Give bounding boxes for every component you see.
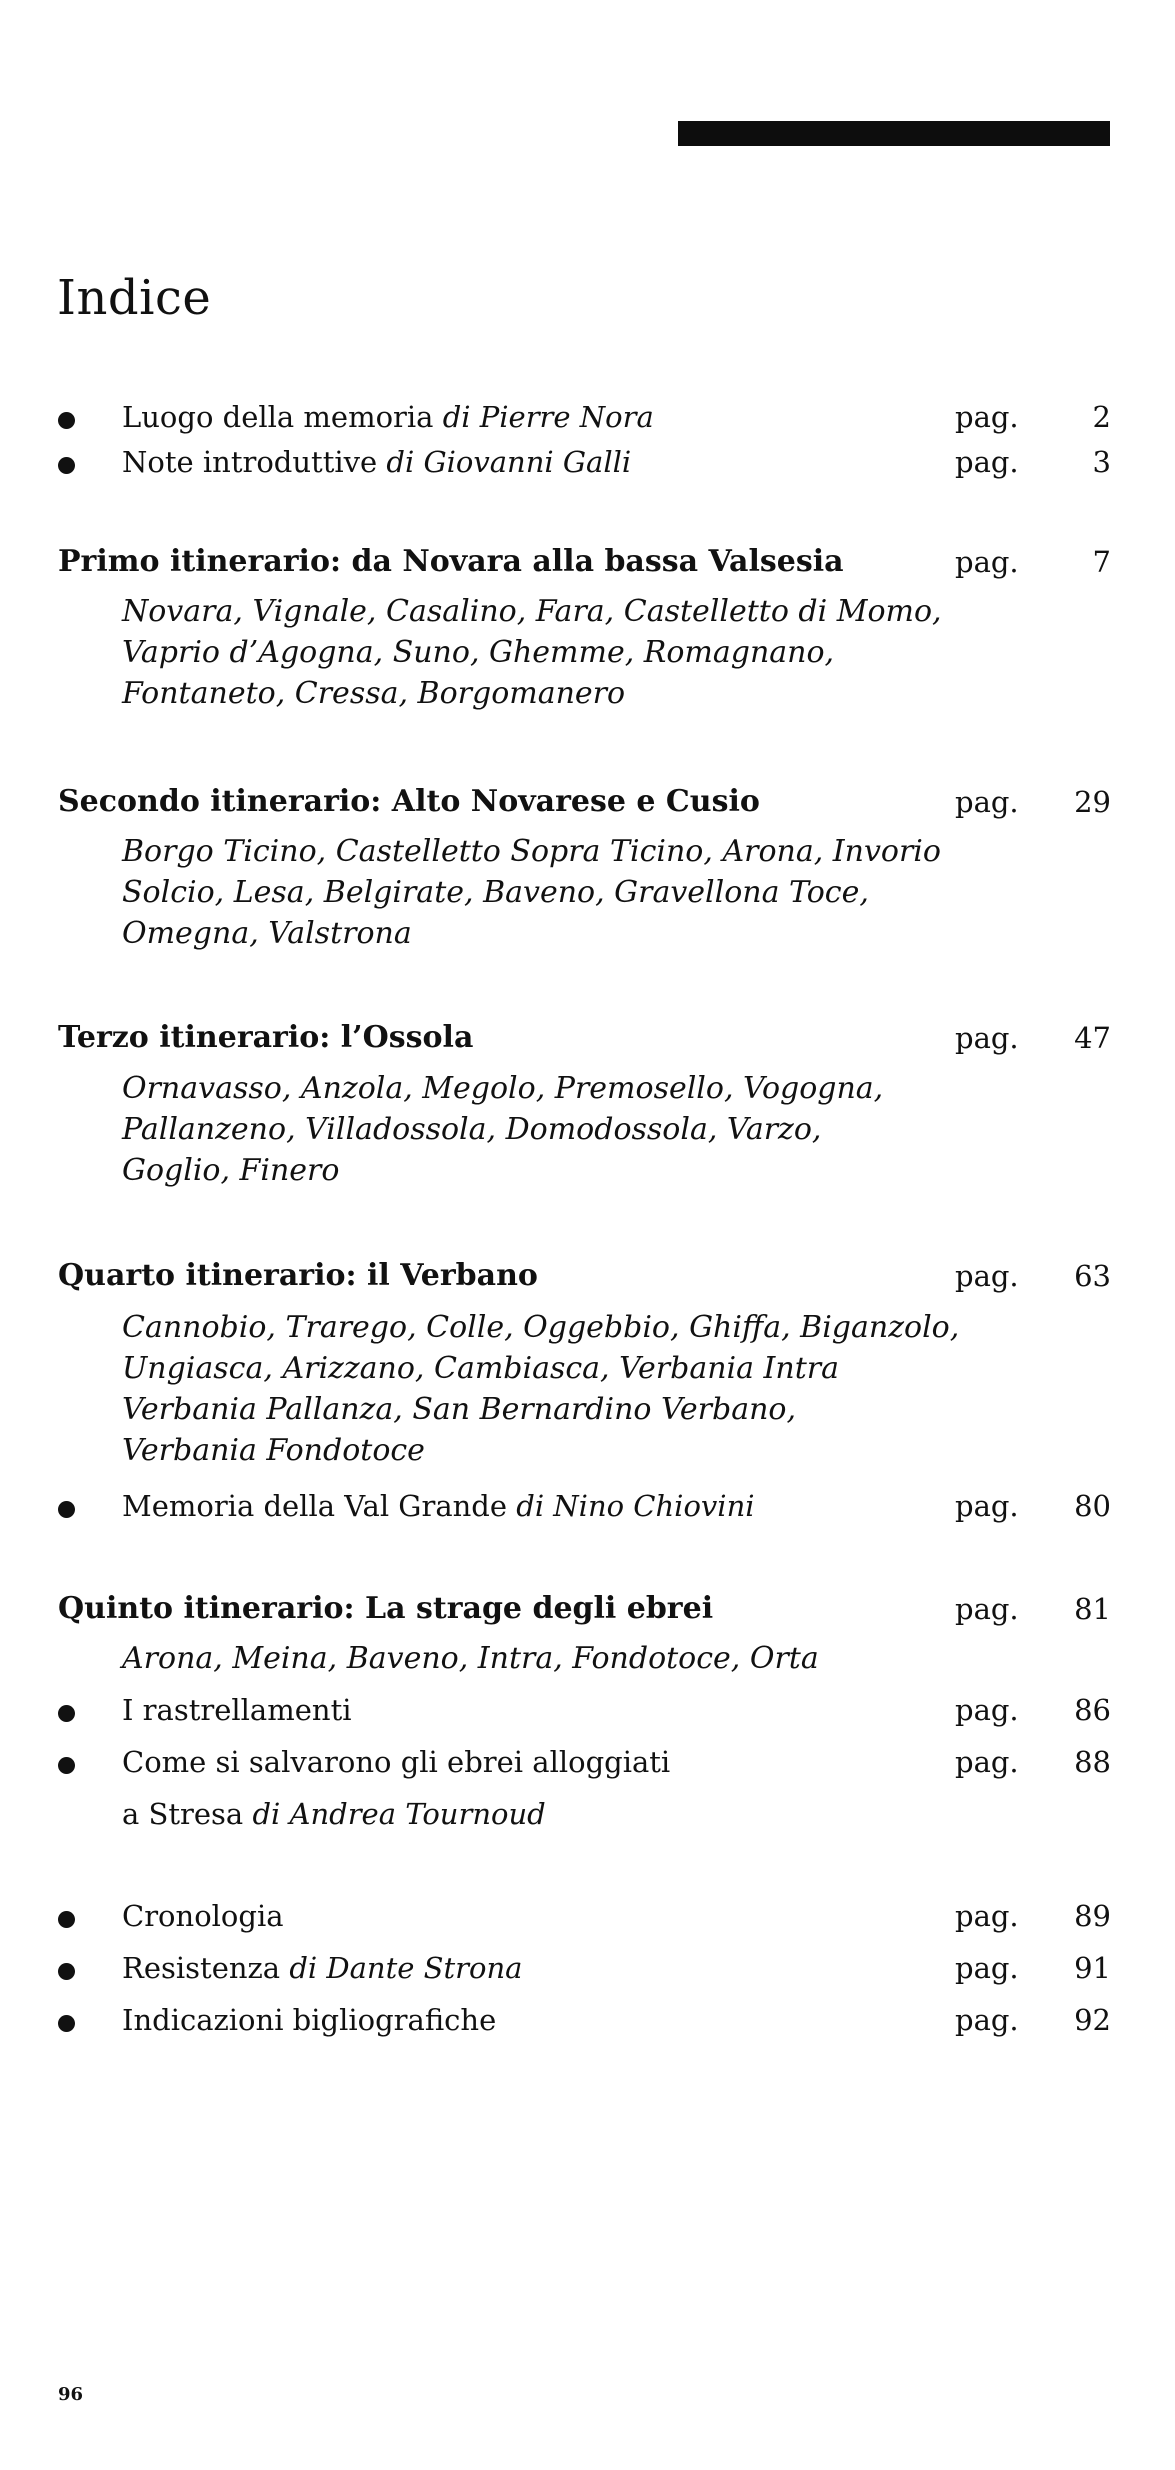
page-ref: 91 [1074,1951,1111,1985]
bullet-icon [58,1963,75,1980]
entry-label: Resistenza di Dante Strona [122,1951,523,1985]
section-title: Quarto itinerario: il Verbano [58,1258,538,1293]
places-line: Borgo Ticino, Castelletto Sopra Ticino, Arona, Invorio [122,834,941,869]
bullet-icon [58,457,75,474]
toc-section-secondo[interactable] [0,781,1175,823]
entry-label: Luogo della memoria di Pierre Nora [122,400,654,434]
entry-continuation: a Stresa di Andrea Tournoud [122,1797,546,1831]
entry-label: I rastrellamenti [122,1693,352,1727]
toc-entry-memoria[interactable] [0,1485,1175,1527]
places-line: Ornavasso, Anzola, Megolo, Premosello, Vogogna, [122,1071,884,1106]
bullet-icon [58,1911,75,1928]
bullet-icon [58,1501,75,1518]
toc-entry-note[interactable] [0,441,1175,483]
places-line: Omegna, Valstrona [122,916,412,951]
toc-entry-rastrellamenti[interactable] [0,1689,1175,1731]
section-places [122,591,1022,714]
section-title: Secondo itinerario: Alto Novarese e Cusio [58,784,760,819]
pag-label: pag. [955,445,1019,479]
section-places [122,1638,1022,1679]
page-ref: 80 [1074,1489,1111,1523]
page-ref: 89 [1074,1899,1111,1933]
pag-label: pag. [955,785,1019,819]
pag-label: pag. [955,1259,1019,1293]
places-line: Verbania Fondotoce [122,1433,425,1468]
places-line: Pallanzeno, Villadossola, Domodossola, Varzo, [122,1112,822,1147]
toc-entry-bibliografia[interactable] [0,1999,1175,2041]
page-number: 96 [58,2384,84,2405]
places-line: Goglio, Finero [122,1153,340,1188]
header-rule [678,121,1110,146]
page-ref: 88 [1074,1745,1111,1779]
places-line: Verbania Pallanza, San Bernardino Verbano, [122,1392,797,1427]
page-ref: 81 [1074,1592,1111,1626]
places-line: Vaprio d’Agogna, Suno, Ghemme, Romagnano, [122,635,835,670]
section-title: Primo itinerario: da Novara alla bassa Valsesia [58,544,844,579]
places-line: Arona, Meina, Baveno, Intra, Fondotoce, Orta [122,1641,819,1676]
page-ref: 86 [1074,1693,1111,1727]
page-ref: 47 [1074,1021,1111,1055]
page-ref: 3 [1092,445,1111,479]
page-ref: 63 [1074,1259,1111,1293]
pag-label: pag. [955,545,1019,579]
toc-entry-cronologia[interactable] [0,1895,1175,1937]
pag-label: pag. [955,1592,1019,1626]
entry-label: Cronologia [122,1899,284,1933]
entry-label: Memoria della Val Grande di Nino Chiovini [122,1489,755,1523]
pag-label: pag. [955,1951,1019,1985]
places-line: Ungiasca, Arizzano, Cambiasca, Verbania Intra [122,1351,840,1386]
pag-label: pag. [955,2003,1019,2037]
entry-label: Note introduttive di Giovanni Galli [122,445,632,479]
page-ref: 92 [1074,2003,1111,2037]
section-title: Terzo itinerario: l’Ossola [58,1020,474,1055]
pag-label: pag. [955,1489,1019,1523]
bullet-icon [58,1705,75,1722]
bullet-icon [58,412,75,429]
toc-section-terzo[interactable] [0,1017,1175,1059]
pag-label: pag. [955,1899,1019,1933]
page-title: Indice [57,270,212,326]
entry-label: Come si salvarono gli ebrei alloggiati [122,1745,671,1779]
bullet-icon [58,2015,75,2032]
pag-label: pag. [955,400,1019,434]
pag-label: pag. [955,1021,1019,1055]
toc-section-primo[interactable] [0,541,1175,583]
toc-entry-luogo[interactable] [0,396,1175,438]
page-ref: 7 [1092,545,1111,579]
toc-entry-salvarono[interactable] [0,1741,1175,1783]
toc-section-quarto[interactable] [0,1255,1175,1297]
places-line: Cannobio, Trarego, Colle, Oggebbio, Ghiffa, Biganzolo, [122,1310,960,1345]
section-places [122,1068,1022,1191]
toc-section-quinto[interactable] [0,1588,1175,1630]
bullet-icon [58,1757,75,1774]
places-line: Fontaneto, Cressa, Borgomanero [122,676,626,711]
places-line: Solcio, Lesa, Belgirate, Baveno, Gravellona Toce, [122,875,869,910]
page-ref: 2 [1092,400,1111,434]
entry-label: Indicazioni bigliografiche [122,2003,497,2037]
section-places [122,831,1022,954]
section-title: Quinto itinerario: La strage degli ebrei [58,1591,714,1626]
pag-label: pag. [955,1745,1019,1779]
page-ref: 29 [1074,785,1111,819]
toc-entry-resistenza[interactable] [0,1947,1175,1989]
section-places [122,1307,1022,1471]
pag-label: pag. [955,1693,1019,1727]
places-line: Novara, Vignale, Casalino, Fara, Castelletto di Momo, [122,594,942,629]
